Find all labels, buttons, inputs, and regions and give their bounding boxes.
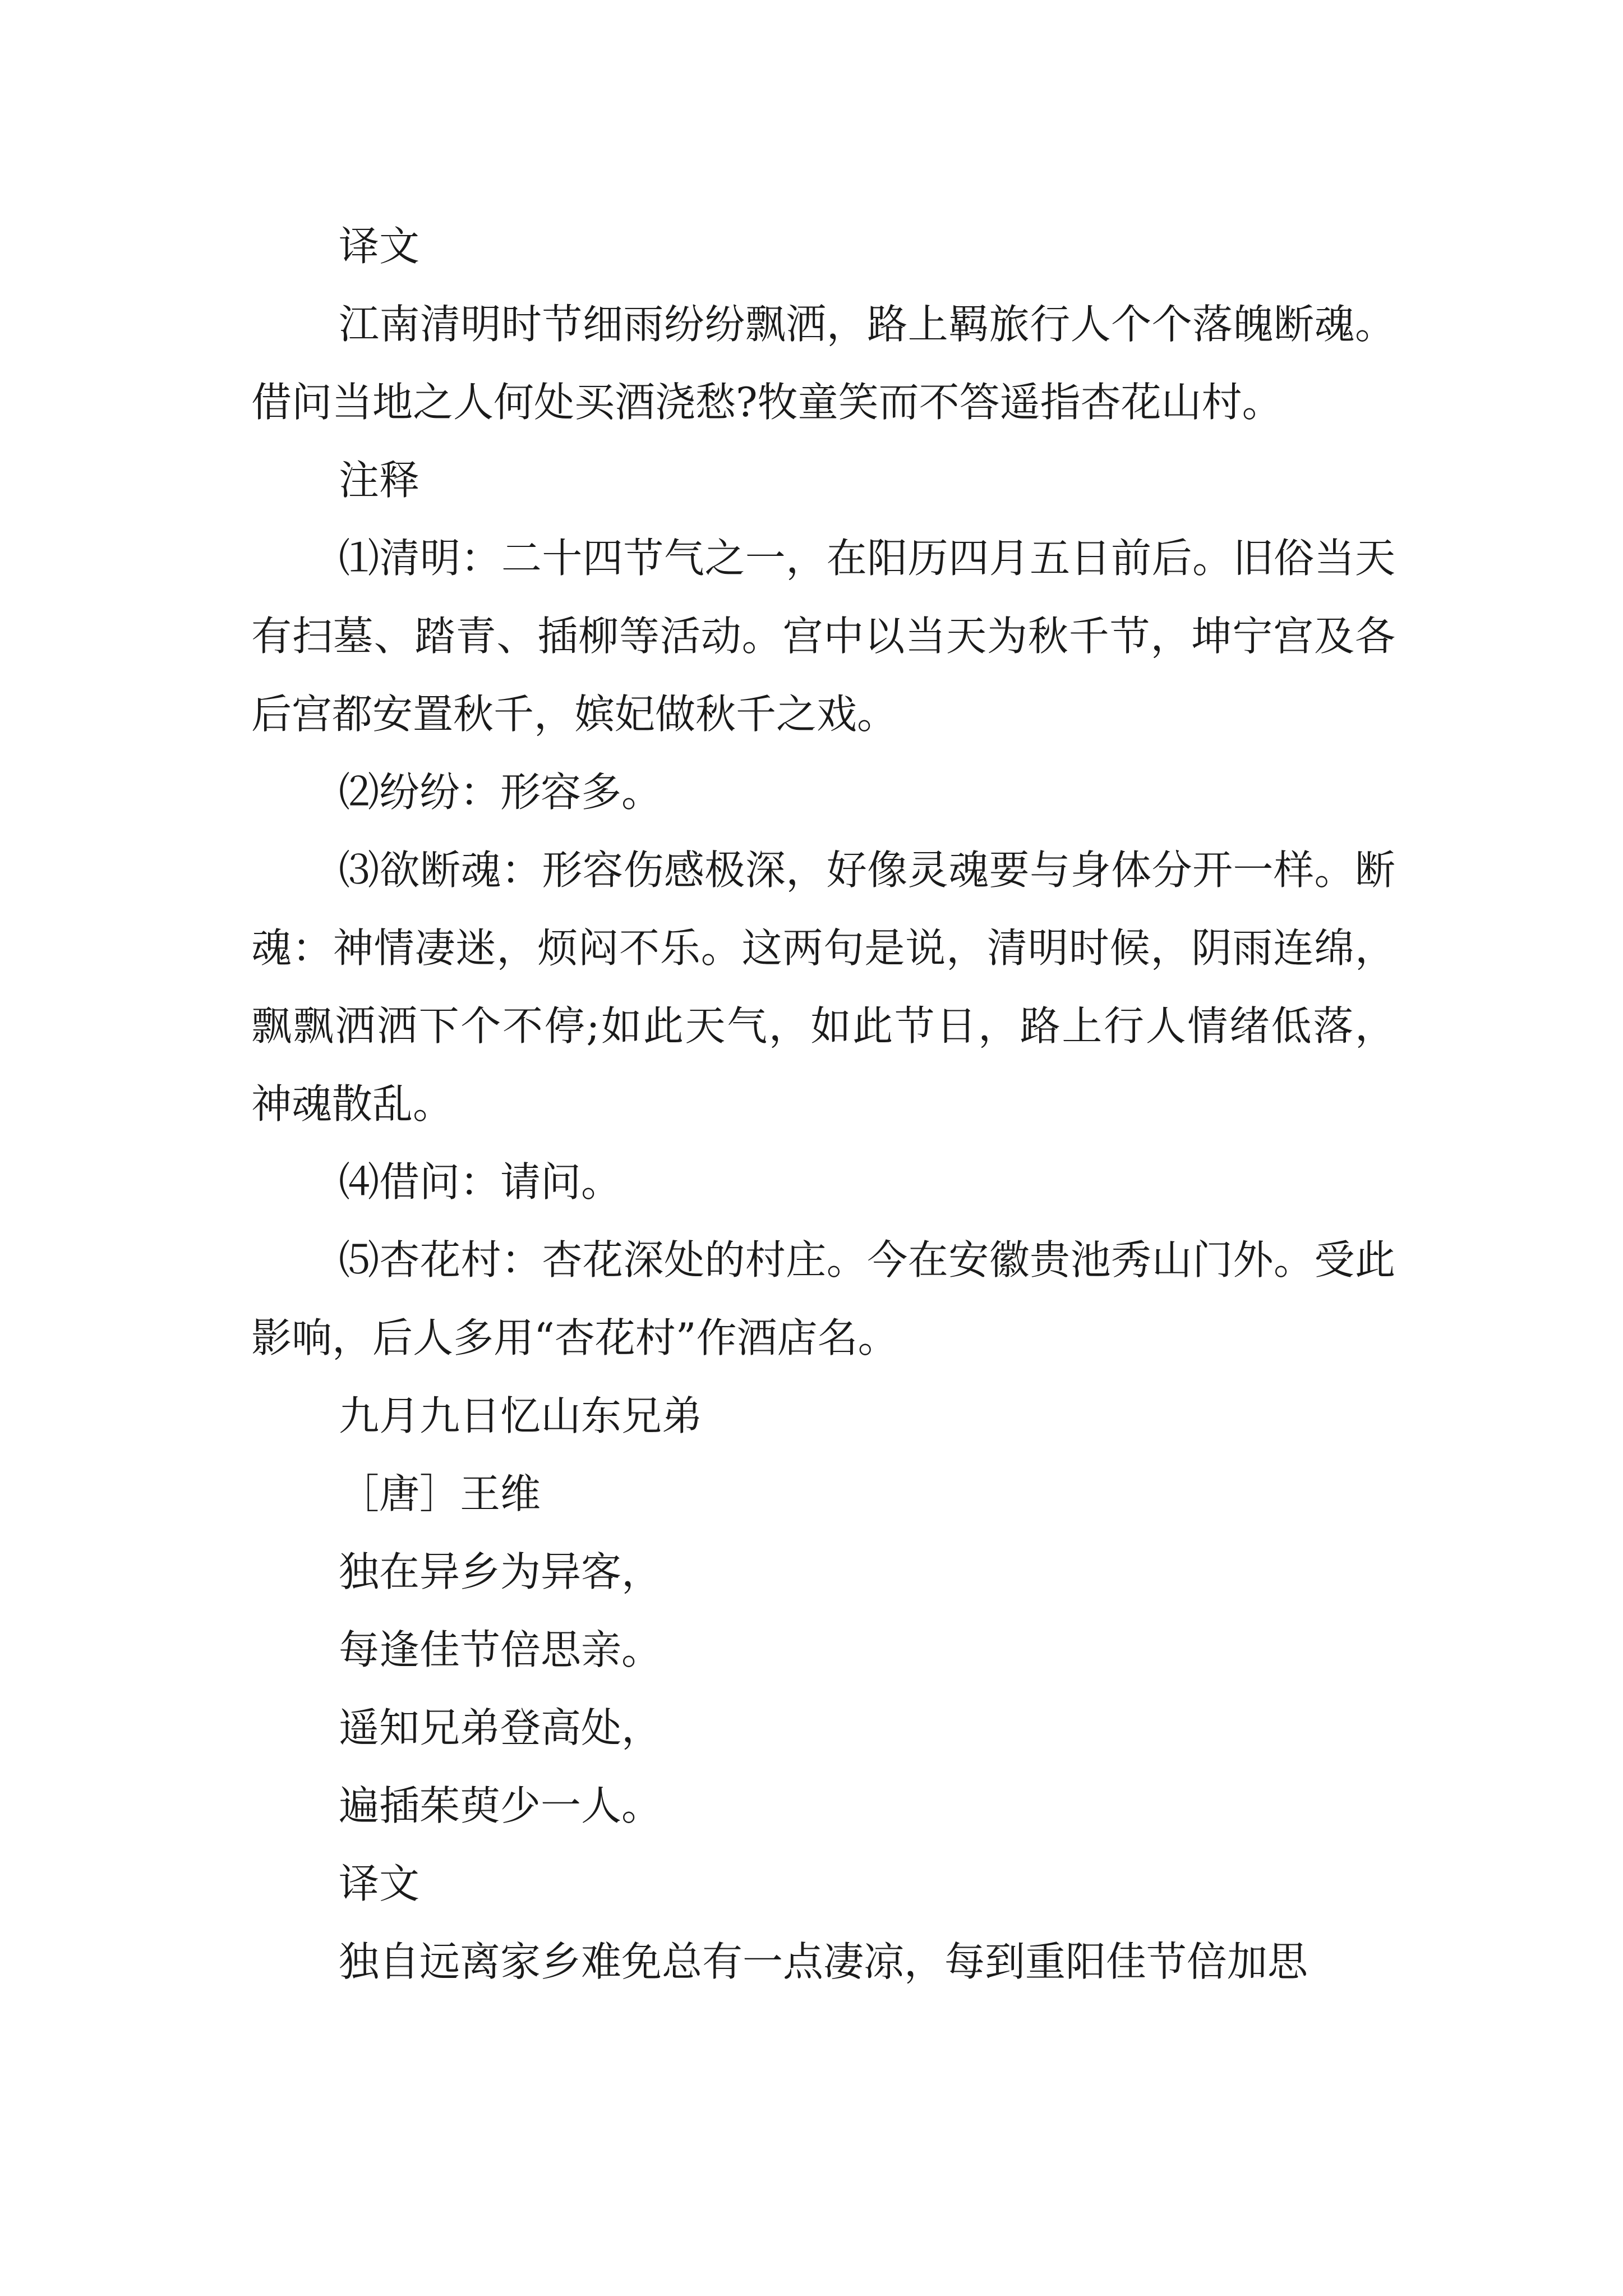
poem-line: 每逢佳节倍思亲。 [339, 1626, 662, 1673]
note-4: ⑷借问：请问。 [339, 1158, 622, 1205]
poem-title: 九月九日忆山东兄弟 [339, 1392, 703, 1439]
translation-paragraph: 独自远离家乡难免总有一点凄凉，每到重阳佳节倍加思 [339, 1938, 1308, 1985]
translation-heading: 译文 [339, 223, 420, 270]
note-5: ⑸杏花村：杏花深处的村庄。今在安徽贵池秀山门外。受此影响，后人多用“杏花村”作酒店名。 [251, 1236, 1395, 1361]
poem-line: 遥知兄弟登高处， [339, 1704, 662, 1751]
translation-heading: 译文 [339, 1860, 420, 1907]
note-2: ⑵纷纷：形容多。 [339, 769, 662, 816]
poem-author: ［唐］王维 [339, 1470, 541, 1517]
note-3: ⑶欲断魂：形容伤感极深，好像灵魂要与身体分开一样。断魂：神情凄迷，烦闷不乐。这两句是说，清明时候，阴雨连绵，飘飘洒洒下个不停;如此天气，如此节日，路上行人情绪低落，神魂散乱。 [251, 846, 1395, 1128]
poem-line: 遍插茱萸少一人。 [339, 1782, 662, 1829]
poem-line: 独在异乡为异客， [339, 1548, 662, 1595]
translation-paragraph: 江南清明时节细雨纷纷飘洒，路上羁旅行人个个落魄断魂。借问当地之人何处买酒浇愁?牧童笑而不答遥指杏花山村。 [251, 301, 1395, 426]
note-1: ⑴清明：二十四节气之一，在阳历四月五日前后。旧俗当天有扫墓、踏青、插柳等活动。宫中以当天为秋千节，坤宁宫及各后宫都安置秋千，嫔妃做秋千之戏。 [251, 535, 1395, 738]
notes-heading: 注释 [339, 457, 420, 504]
document-body [251, 208, 1395, 2001]
